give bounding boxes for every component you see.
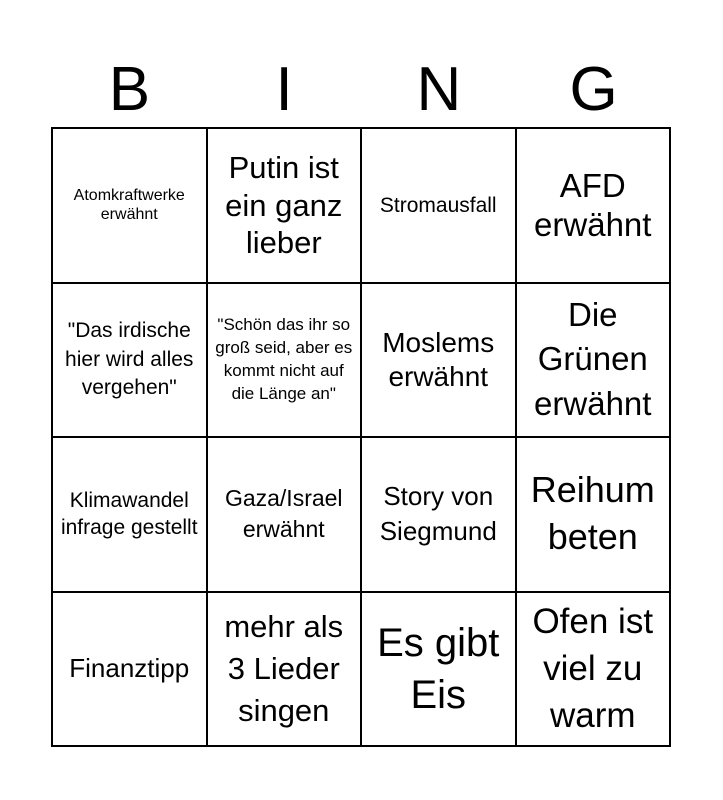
- bingo-cell-r4c3[interactable]: Es gibt Eis: [361, 592, 516, 747]
- bingo-cell-r1c2[interactable]: Putin ist ein ganz lieber: [207, 128, 362, 283]
- bingo-cell-r3c1[interactable]: Klimawandel infrage gestellt: [52, 437, 207, 592]
- bingo-cell-r2c1[interactable]: "Das irdische hier wird alles vergehen": [52, 283, 207, 438]
- bingo-cell-r2c3[interactable]: Moslems erwähnt: [361, 283, 516, 438]
- bingo-cell-r4c1[interactable]: Finanztipp: [52, 592, 207, 747]
- bingo-grid: [51, 127, 671, 747]
- bingo-cell-r3c2[interactable]: Gaza/Israel erwähnt: [207, 437, 362, 592]
- header-letter-n: N: [416, 55, 462, 124]
- bingo-cell-r1c4[interactable]: AFD erwähnt: [516, 128, 671, 283]
- bingo-cell-r2c2[interactable]: "Schön das ihr so groß seid, aber es kommt nicht auf die Länge an": [207, 283, 362, 438]
- header-letter-g: G: [569, 55, 618, 124]
- bingo-cell-r3c3[interactable]: Story von Siegmund: [361, 437, 516, 592]
- header-letter-i: I: [275, 55, 293, 124]
- bingo-cell-r3c4[interactable]: Reihum beten: [516, 437, 671, 592]
- header-letter-b: B: [108, 55, 151, 124]
- bingo-cell-r4c2[interactable]: mehr als 3 Lieder singen: [207, 592, 362, 747]
- bingo-cell-r1c1[interactable]: Atomkraftwerke erwähnt: [52, 128, 207, 283]
- bingo-header: [52, 55, 671, 125]
- bingo-cell-r4c4[interactable]: Ofen ist viel zu warm: [516, 592, 671, 747]
- bingo-cell-r1c3[interactable]: Stromausfall: [361, 128, 516, 283]
- bingo-cell-r2c4[interactable]: Die Grünen erwähnt: [516, 283, 671, 438]
